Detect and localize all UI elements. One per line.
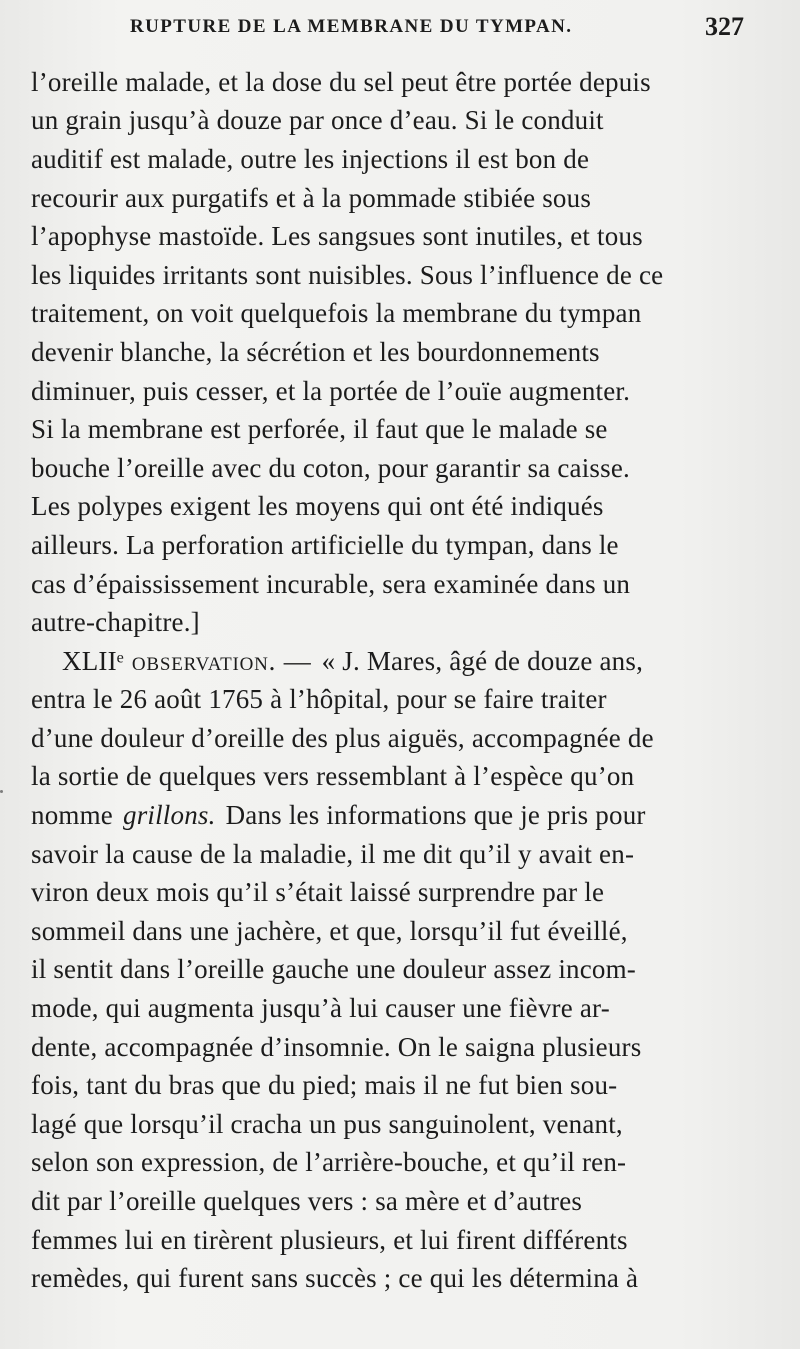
- text-line-1: l’oreille malade, et la dose du sel peut être portée depuis: [31, 66, 651, 97]
- observation-line-5: savoir la cause de la maladie, il me dit qu’il y avait en-: [31, 838, 635, 869]
- page-body: [31, 63, 766, 1298]
- italic-word: grillons.: [123, 800, 216, 831]
- observation-line-2: d’une douleur d’oreille des plus aiguës, accompagnée de: [31, 722, 654, 753]
- page-number: 327: [705, 12, 744, 41]
- observation-first-text: « J. Mares, âgé de douze ans,: [321, 645, 644, 676]
- observation-line-4: nomme grillons. Dans les informations que je pris pour: [31, 800, 646, 831]
- observation-heading-line: [31, 642, 766, 681]
- text-line-4: recourir aux purgatifs et à la pommade stibiée sous: [31, 182, 592, 213]
- observation-line-15: femmes lui en tirèrent plusieurs, et lui firent différents: [31, 1224, 628, 1255]
- observation-label: observation. —: [131, 645, 312, 676]
- running-title: RUPTURE DE LA MEMBRANE DU TYMPAN.: [130, 16, 573, 37]
- text-line-13: ailleurs. La perforation artificielle du tympan, dans le: [31, 529, 619, 560]
- observation-line-13: selon son expression, de l’arrière-bouche, et qu’il ren-: [31, 1147, 627, 1178]
- observation-line-7: sommeil dans une jachère, et que, lorsqu’il fut éveillé,: [31, 915, 628, 946]
- observation-line-9: mode, qui augmenta jusqu’à lui causer une fièvre ar-: [31, 993, 610, 1024]
- observation-line-11: fois, tant du bras que du pied; mais il ne fut bien sou-: [31, 1070, 618, 1101]
- text-line-3: auditif est malade, outre les injections il est bon de: [31, 143, 590, 174]
- observation-line-16: remèdes, qui furent sans succès ; ce qui les détermina à: [31, 1263, 639, 1294]
- text-line-15: autre-chapitre.]: [31, 607, 200, 638]
- text-line-12: Les polypes exigent les moyens qui ont été indiqués: [31, 491, 604, 522]
- text-line-11: bouche l’oreille avec du coton, pour garantir sa caisse.: [31, 452, 630, 483]
- observation-line-1: entra le 26 août 1765 à l’hôpital, pour se faire traiter: [31, 684, 607, 715]
- text-line-6: les liquides irritants sont nuisibles. Sous l’influence de ce: [31, 259, 664, 290]
- observation-line-6: viron deux mois qu’il s’était laissé surprendre par le: [31, 877, 605, 908]
- text-line-14: cas d’épaississement incurable, sera examinée dans un: [31, 568, 631, 599]
- observation-line-3: la sortie de quelques vers ressemblant à l’espèce qu’on: [31, 761, 635, 792]
- text-line-2: un grain jusqu’à douze par once d’eau. Si le conduit: [31, 105, 604, 136]
- observation-line-12: lagé que lorsqu’il cracha un pus sanguinolent, venant,: [31, 1108, 623, 1139]
- text-line-10: Si la membrane est perforée, il faut que le malade se: [31, 414, 608, 445]
- text-line-7: traitement, on voit quelquefois la membrane du tympan: [31, 298, 642, 329]
- observation-number: XLIIᵉ: [62, 645, 124, 676]
- text-line-9: diminuer, puis cesser, et la portée de l’ouïe augmenter.: [31, 375, 631, 406]
- text-line-5: l’apophyse mastoïde. Les sangsues sont inutiles, et tous: [31, 221, 643, 252]
- text-line-8: devenir blanche, la sécrétion et les bourdonnements: [31, 336, 600, 367]
- observation-line-10: dente, accompagnée d’insomnie. On le saigna plusieurs: [31, 1031, 642, 1062]
- observation-line-8: il sentit dans l’oreille gauche une douleur assez incom-: [31, 954, 637, 985]
- margin-mark: [0, 790, 3, 793]
- observation-line-14: dit par l’oreille quelques vers : sa mère et d’autres: [31, 1186, 583, 1217]
